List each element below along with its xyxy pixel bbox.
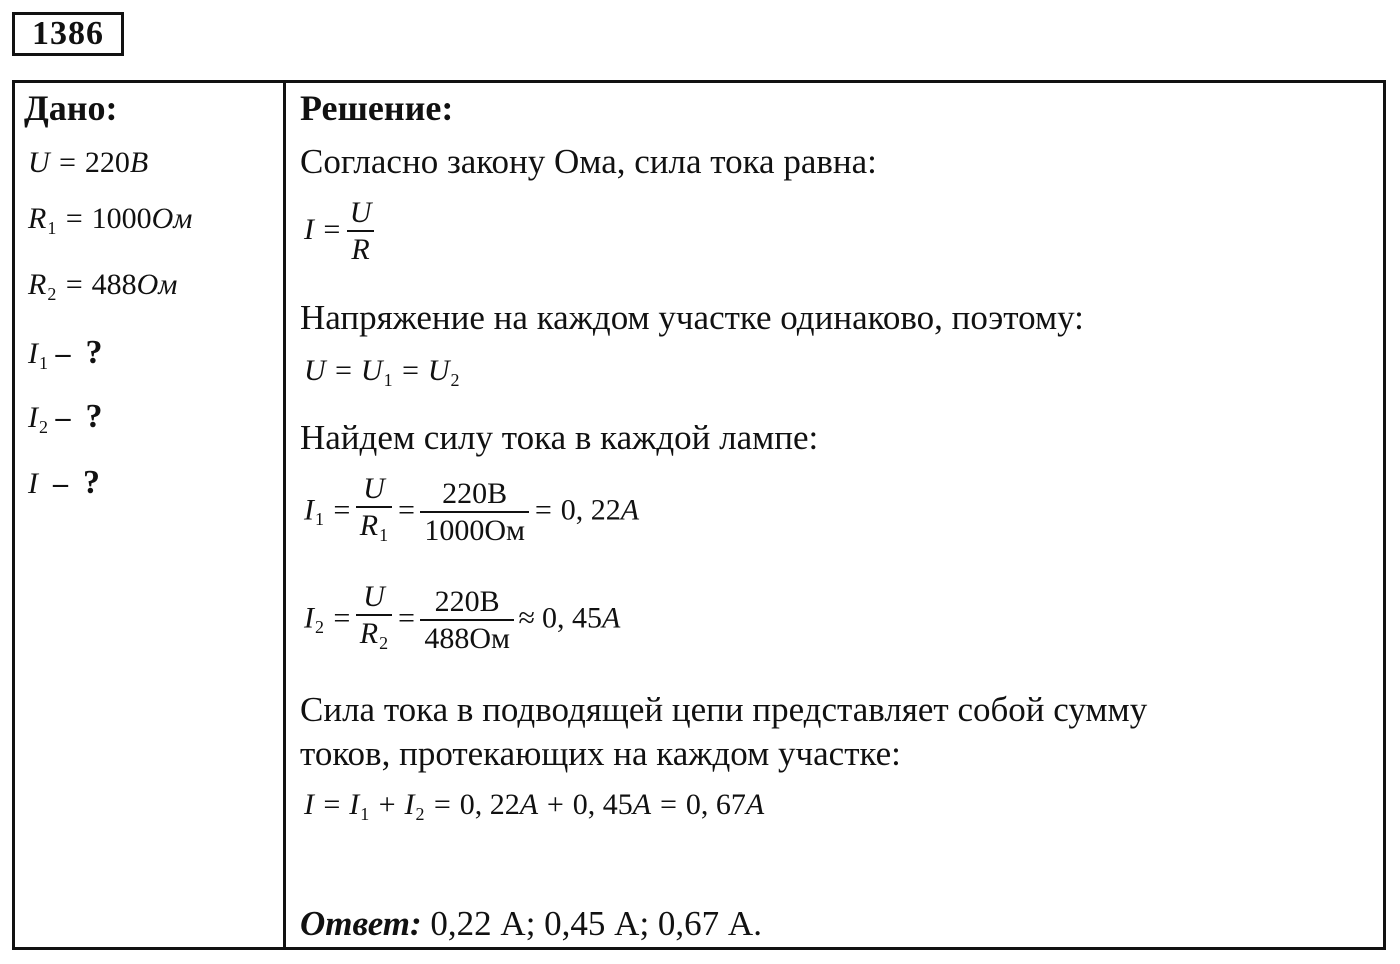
unknown-current-1: $I_1$ – ? (28, 334, 103, 373)
total-current-formula: $I = I_1 + I_2 = 0$, 22A + 0, 45A = 0, 67A (304, 788, 765, 824)
solution-heading: Решение: (300, 88, 454, 128)
problem-number: 1386 (12, 12, 124, 56)
unknown-total-current: I – ? (28, 464, 100, 501)
ohm-law-text: Согласно закону Ома, сила тока равна: (300, 142, 877, 181)
given-resistance-2: $R_2 = 488Ом$ (28, 268, 178, 304)
total-current-text-line-1: Сила тока в подводящей цепи представляет собой сумму (300, 690, 1148, 729)
voltage-equal-text: Напряжение на каждом участке одинаково, поэтому: (300, 298, 1084, 337)
answer-text: 0,22 А; 0,45 А; 0,67 А. (421, 904, 762, 943)
given-voltage: U = 220B (28, 146, 149, 179)
answer-label: Ответ: (300, 904, 422, 943)
given-resistance-1: $R_1 = 1000Ом$ (28, 202, 193, 238)
unknown-current-2: $I_2$ – ? (28, 398, 103, 437)
given-heading: Дано: (24, 88, 118, 128)
find-current-text: Найдем силу тока в каждой лампе: (300, 418, 819, 457)
solution-column (300, 84, 1370, 943)
table-divider (283, 80, 286, 950)
voltage-equality-formula: $U = U_1 = U_2$ (304, 354, 460, 390)
total-current-text-line-2: токов, протекающих на каждом участке: (300, 734, 901, 773)
current-1-formula: $I_1$ = $\frac{U}{R_1}$ = $\frac{220B}{1000Ом}$ = 0, 22A (304, 472, 639, 553)
answer-line (300, 904, 762, 944)
ohm-law-formula: I = $\frac{U}{R}$ (304, 196, 379, 268)
given-column (24, 84, 274, 501)
current-2-formula: $I_2$ = $\frac{U}{R_2}$ = $\frac{220B}{488Ом}$ ≈ 0, 45A (304, 580, 620, 661)
total-current-text (300, 688, 1147, 776)
